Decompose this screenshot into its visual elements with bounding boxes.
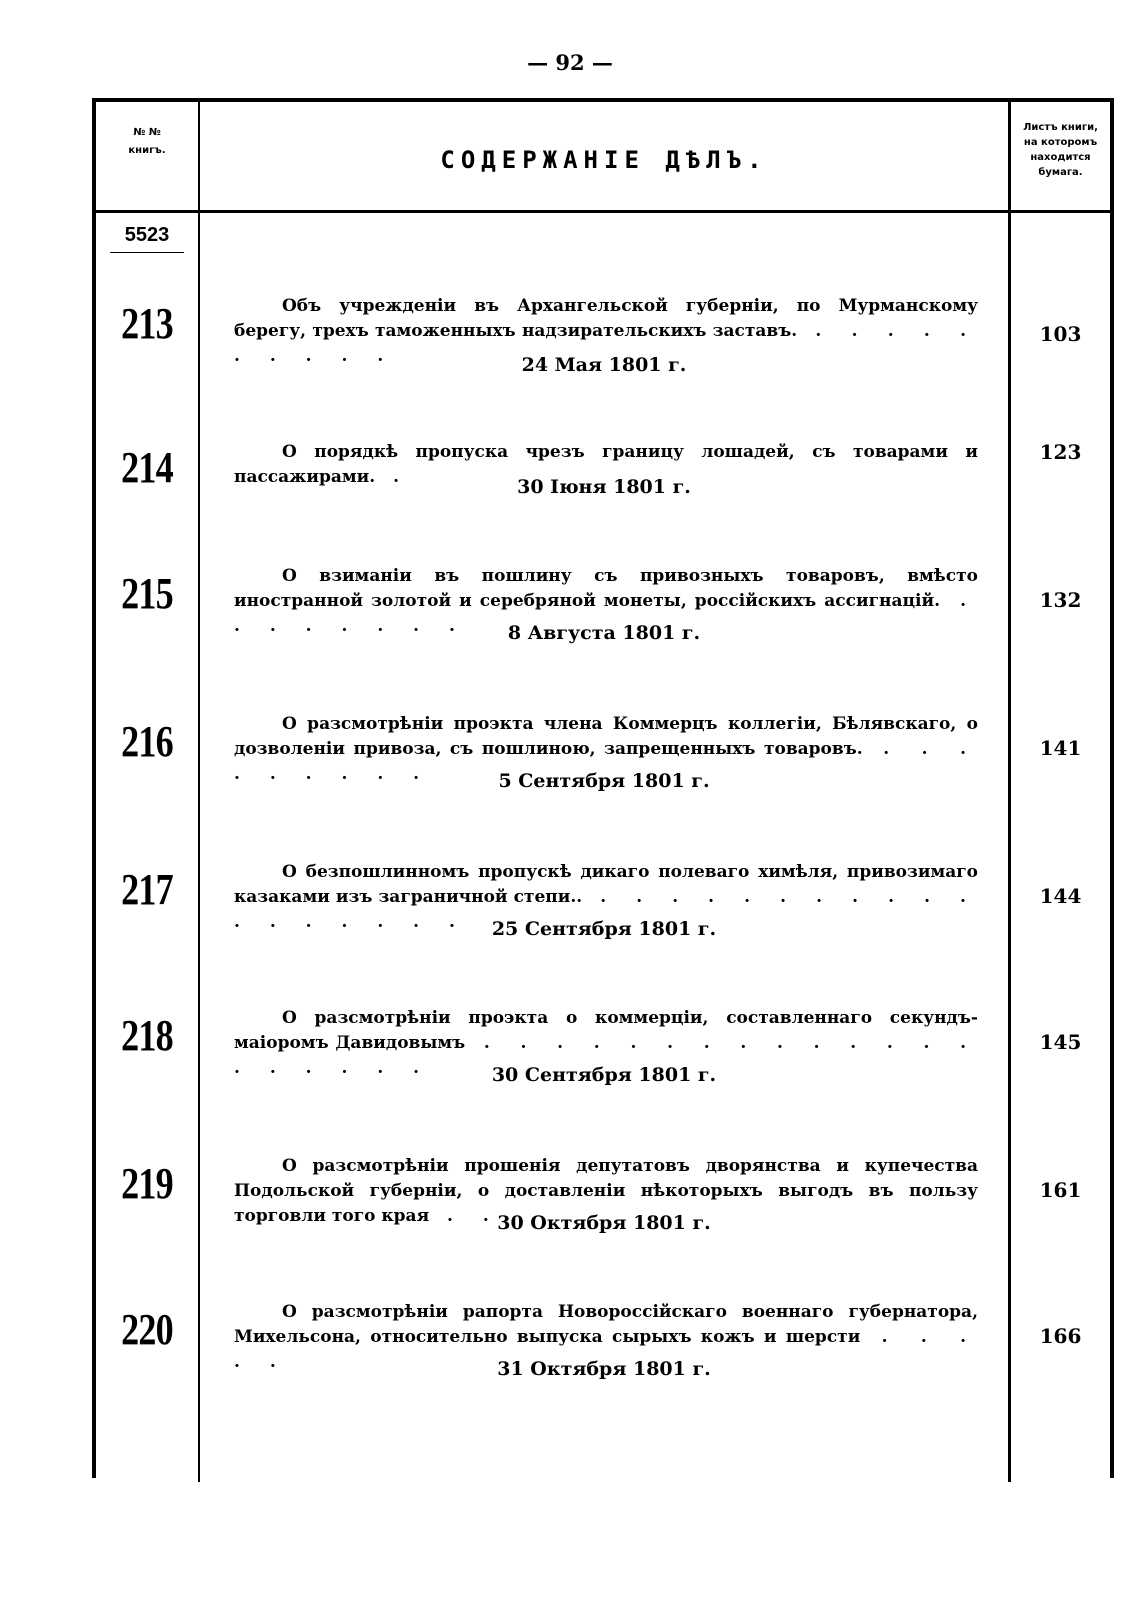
register-entry [96,1300,1110,1410]
entry-number: 218 [121,1011,173,1060]
dot-leader: . . . . . . . . . . . . . . . . . . . . [234,1033,979,1078]
register-entry [96,1006,1110,1116]
entry-date: 25 Сентября 1801 г. [491,918,717,940]
entry-sheet-number: 132 [1039,588,1082,612]
sheet-header-line-4: бумага. [1038,167,1083,178]
entry-date: 24 Мая 1801 г. [521,354,687,376]
dot-leader: . . . . . . . . . [234,739,978,784]
entry-number: 217 [121,865,173,914]
entry-sheet-number: 123 [1039,440,1082,464]
register-table [92,98,1114,1478]
entry-description-text: О безпошлинномъ пропускѣ дикаго полеваго химѣля, привозимаго казаками изъ заграничной степи.. [234,862,978,907]
book-number-column-header [96,124,198,160]
entry-description-text: О взиманіи въ пошлину съ привозныхъ товаровъ, вмѣсто иностранной золотой и серебряной монеты, россійскихъ ассигнацій. [234,566,978,611]
sheet-header-line-1: Листъ книги, [1023,122,1098,133]
entry-date: 30 Октября 1801 г. [497,1212,711,1234]
entry-date: 30 Сентября 1801 г. [491,1064,717,1086]
register-entry [96,1154,1110,1264]
dot-leader: . [375,467,411,487]
entry-date: 8 Августа 1801 г. [507,622,701,644]
book-number-header-line-2: книгъ. [128,145,166,156]
register-entry [96,860,1110,970]
entry-description-text: О разсмотрѣніи проэкта о коммерціи, составленнаго секундъ-маіоромъ Давидовымъ [234,1008,978,1053]
entry-number: 216 [121,717,173,766]
dot-leader: . . [429,1206,501,1226]
entry-description-text: Объ учрежденіи въ Архангельской губерніи, по Мурманскому берегу, трехъ таможенныхъ надзирательскихъ заставъ. [234,296,978,341]
entry-description-text: О порядкѣ пропуска чрезъ границу лошадей, съ товарами и пассажирами. [234,442,978,487]
entry-number: 213 [121,299,173,348]
entry-number: 220 [121,1305,173,1354]
register-entry [96,564,1110,674]
entry-description-text: О разсмотрѣніи прошенія депутатовъ дворянства и купечества Подольской губерніи, о доставленіи нѣкоторыхъ выгодъ въ пользу торговли того края [234,1156,978,1226]
register-entry [96,440,1110,550]
entry-number: 214 [121,443,173,492]
header-divider [96,210,1110,213]
entry-sheet-number: 144 [1039,884,1082,908]
entry-sheet-number: 141 [1039,736,1082,760]
dot-leader: . . . . . . . . . . [234,321,979,366]
register-entry [96,712,1110,822]
contents-column-header: СОДЕРЖАНІЕ ДѢЛЪ. [440,146,768,174]
entry-number: 219 [121,1159,173,1208]
entry-date: 31 Октября 1801 г. [497,1358,711,1380]
entry-date: 5 Сентября 1801 г. [498,770,710,792]
sheet-header-line-2: на которомъ [1023,137,1098,148]
entry-description-text: О разсмотрѣніи проэкта члена Коммерцъ коллегіи, Бѣлявскаго, о дозволеніи привоза, съ пошлиною, запрещенныхъ товаровъ. [234,714,978,759]
dot-leader: . . . . . . . . . . . . . . . . . . [234,887,978,932]
entry-date: 30 Іюня 1801 г. [517,476,691,498]
entry-sheet-number: 145 [1039,1030,1082,1054]
book-number: 5523 [110,224,184,253]
entry-description-text: О разсмотрѣніи рапорта Новороссійскаго военнаго губернатора, Михельсона, относительно выпуска сырыхъ кожъ и шерсти [234,1302,978,1347]
entry-number: 215 [121,569,173,618]
register-entry [96,294,1110,404]
sheet-header-line-3: находится [1030,152,1091,163]
entry-sheet-number: 103 [1039,322,1082,346]
sheet-column-header [1011,120,1110,180]
entry-sheet-number: 161 [1039,1178,1082,1202]
dot-leader: . . . . . . . . [234,591,978,636]
book-number-header-line-1: № № [133,127,161,138]
page-number: — 92 — [527,50,613,75]
dot-leader: . . . . . [234,1327,978,1372]
entry-sheet-number: 166 [1039,1324,1082,1348]
